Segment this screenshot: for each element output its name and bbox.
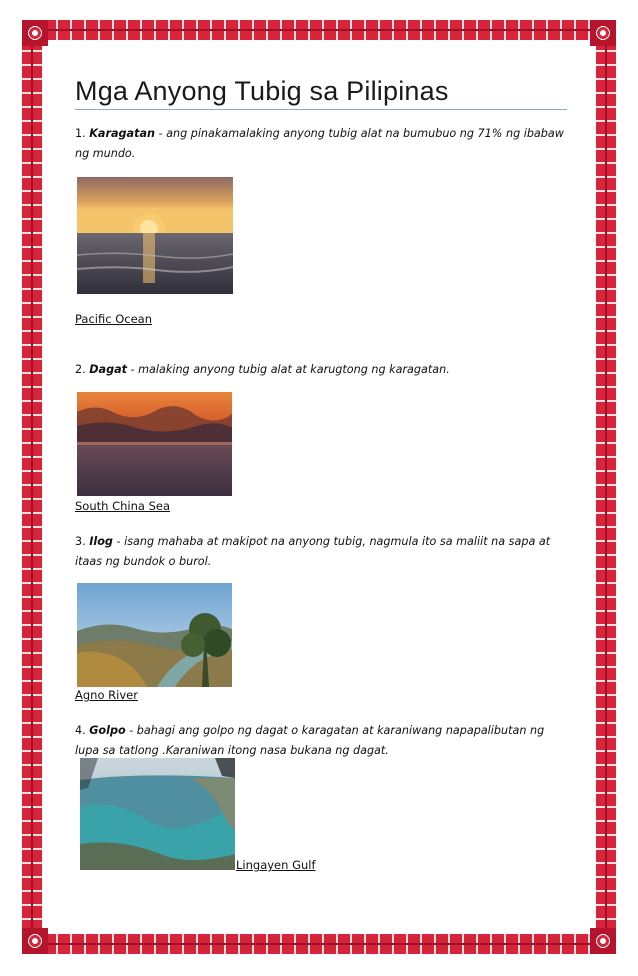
section-4-number: 4. xyxy=(75,724,86,737)
section-1-term: Karagatan xyxy=(89,127,155,140)
corner-ornament-top-right xyxy=(590,20,616,46)
corner-ornament-bottom-left xyxy=(22,928,48,954)
section-3-term: Ilog xyxy=(89,535,113,548)
agno-river-photo xyxy=(77,583,232,687)
section-2-desc: - malaking anyong tubig alat at karugtong ng karagatan. xyxy=(127,363,450,376)
title-underline xyxy=(75,109,567,110)
section-1-number: 1. xyxy=(75,127,86,140)
pacific-ocean-photo xyxy=(77,177,233,294)
section-3-text xyxy=(75,532,570,572)
south-china-sea-photo xyxy=(77,392,232,496)
section-2-caption: South China Sea xyxy=(75,499,171,513)
decorative-border-bottom xyxy=(22,934,616,954)
section-3-desc: - isang mahaba at makipot na anyong tubig, nagmula ito sa maliit na sapa at itaas ng bundok o burol. xyxy=(75,535,551,568)
section-1-caption: Pacific Ocean xyxy=(75,312,152,326)
decorative-border-right xyxy=(596,20,616,954)
corner-ornament-bottom-right xyxy=(590,928,616,954)
section-4-text xyxy=(75,721,570,761)
section-4-desc: - bahagi ang golpo ng dagat o karagatan at karaniwang napapalibutan ng lupa sa tatlong .Karaniwan itong nasa bukana ng dagat. xyxy=(75,724,545,757)
section-1-text xyxy=(75,124,570,164)
decorative-border-top xyxy=(22,20,616,40)
section-2-text xyxy=(75,360,570,380)
section-3-number: 3. xyxy=(75,535,86,548)
section-1-desc: - ang pinakamalaking anyong tubig alat na bumubuo ng 71% ng ibabaw ng mundo. xyxy=(75,127,564,160)
lingayen-gulf-photo xyxy=(80,758,235,870)
section-4-caption: Lingayen Gulf xyxy=(236,858,316,872)
corner-ornament-top-left xyxy=(22,20,48,46)
section-3-caption: Agno River xyxy=(75,688,138,702)
section-2-number: 2. xyxy=(75,363,86,376)
page-title: Mga Anyong Tubig sa Pilipinas xyxy=(75,76,449,106)
section-2-term: Dagat xyxy=(89,363,127,376)
decorative-border-left xyxy=(22,20,42,954)
section-4-term: Golpo xyxy=(89,724,126,737)
